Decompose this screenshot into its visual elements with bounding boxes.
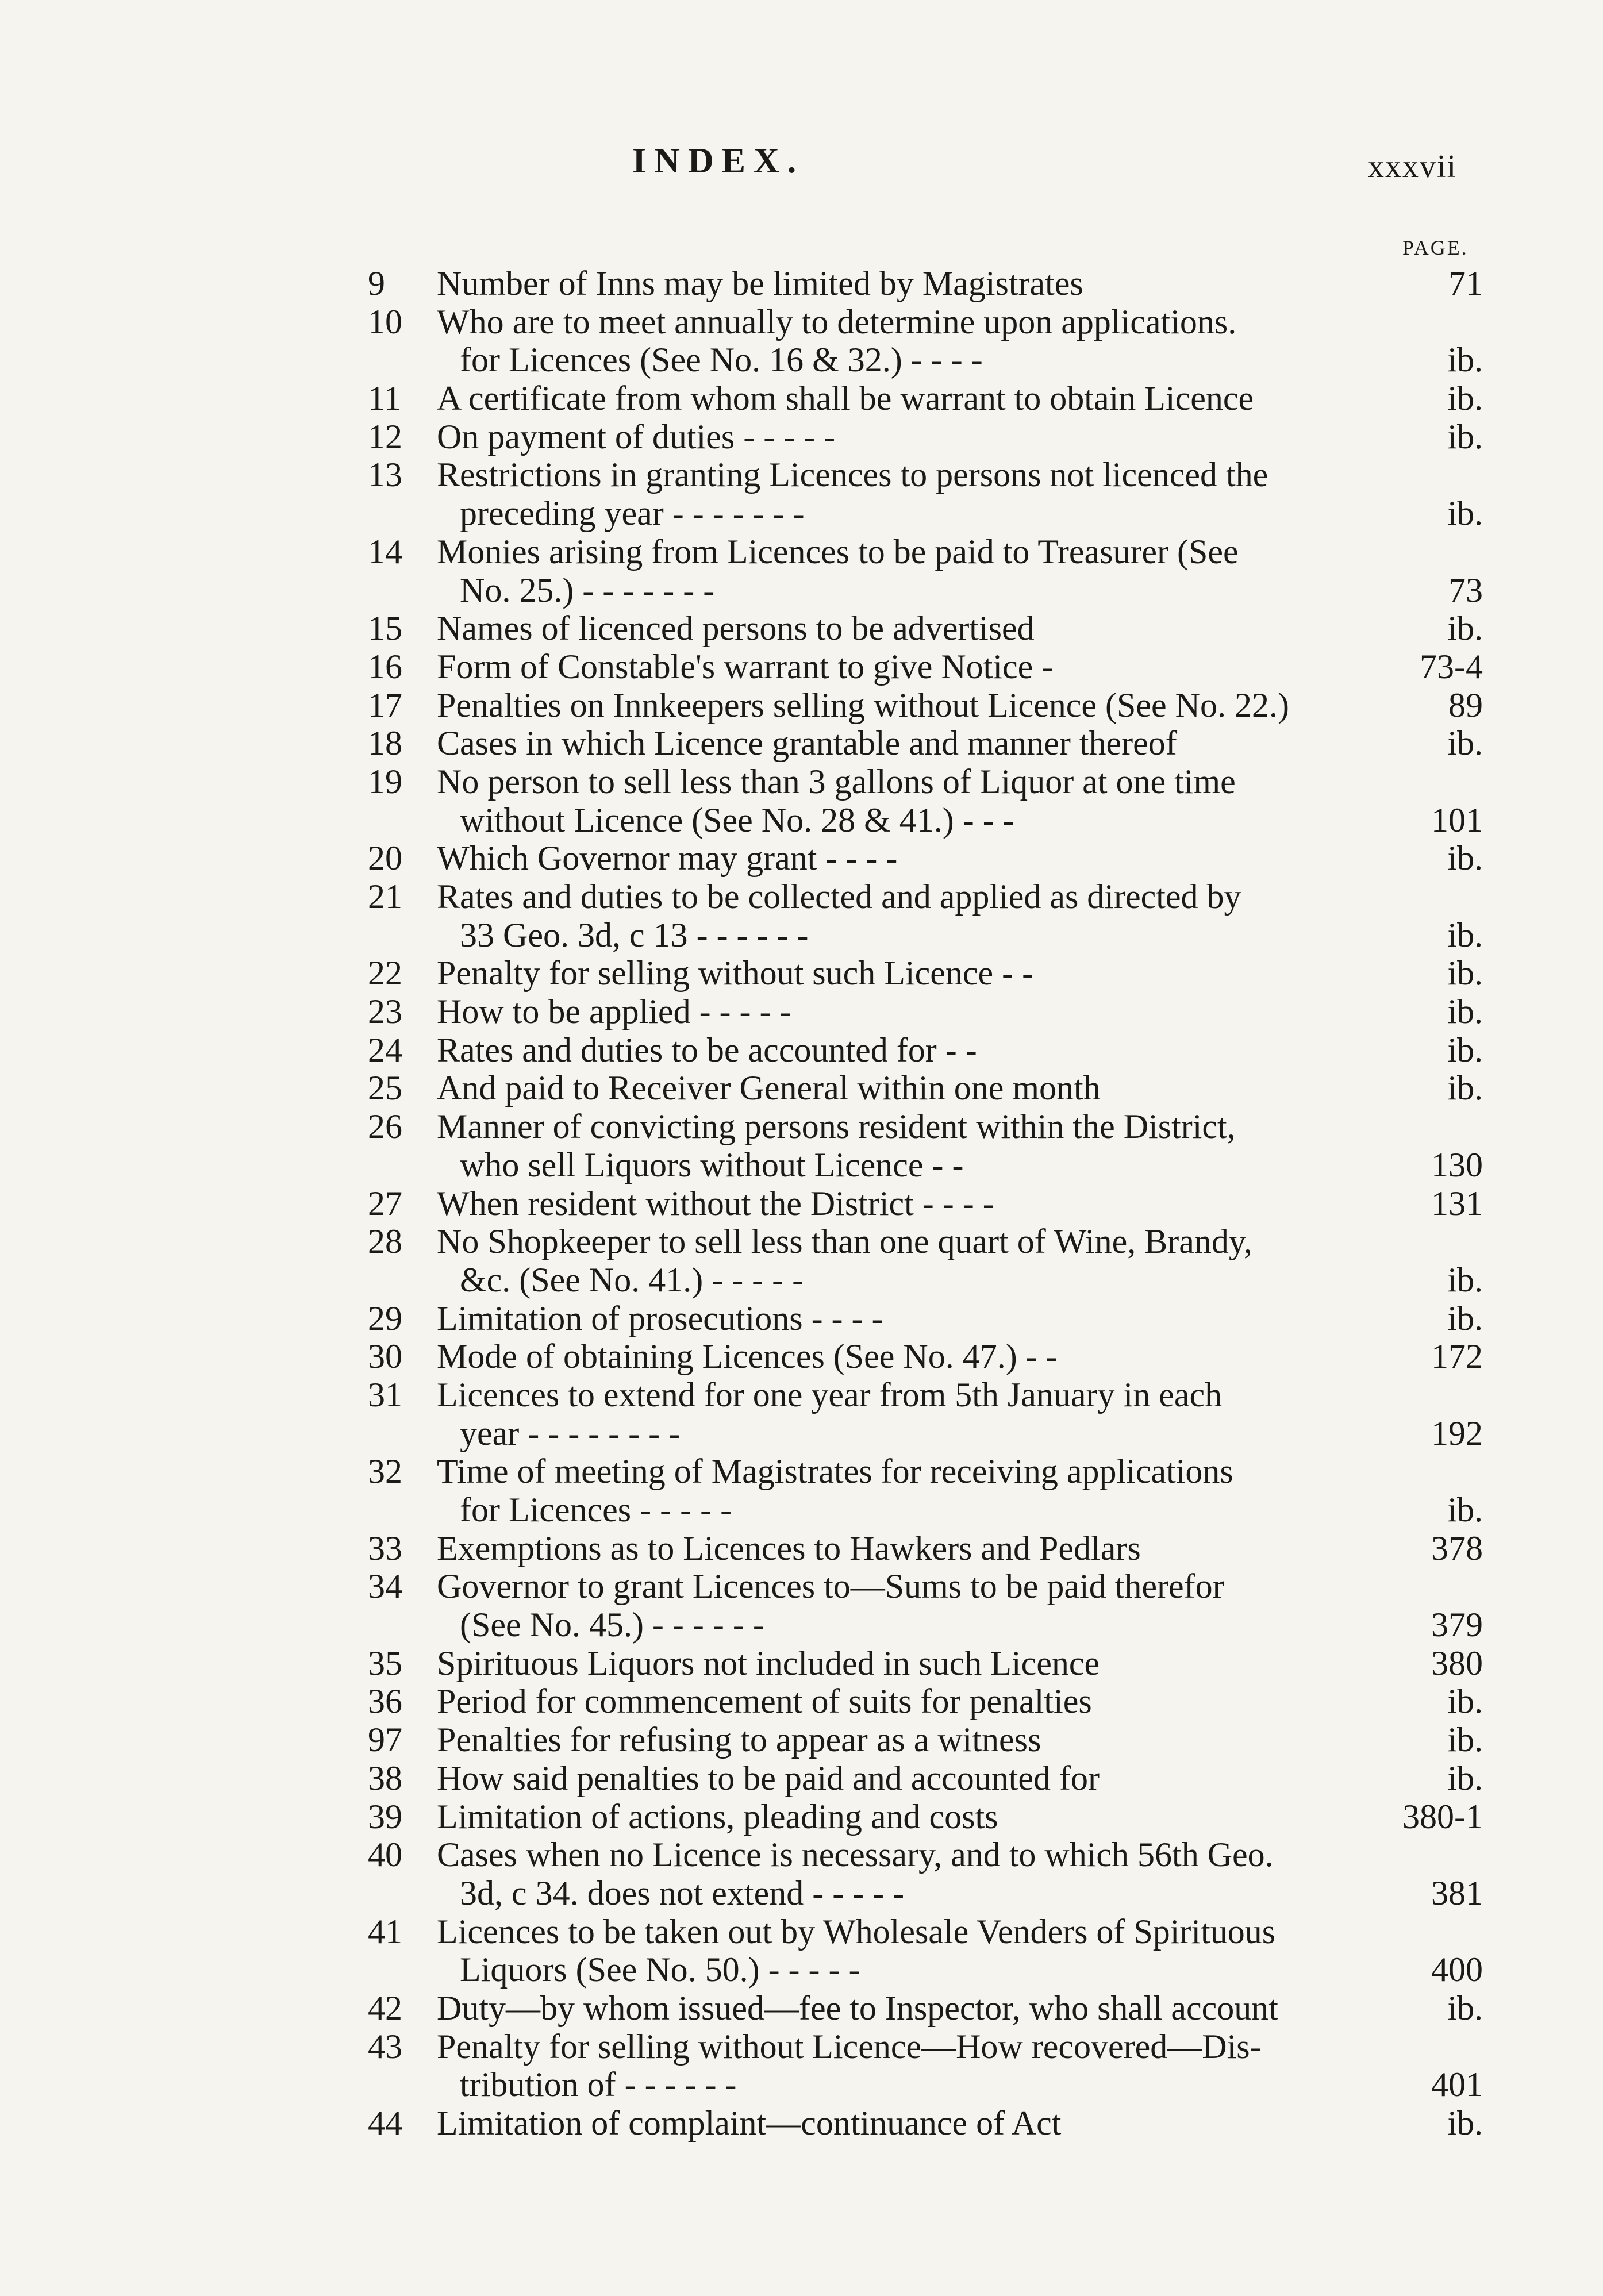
entry-number: 39 xyxy=(368,1797,402,1836)
entry-number: 10 xyxy=(368,302,402,341)
index-entry xyxy=(368,1644,1483,1683)
index-entry xyxy=(368,1721,1483,1759)
index-entry xyxy=(368,1376,1483,1414)
index-entry-continuation xyxy=(368,1491,1483,1529)
index-entry xyxy=(368,1452,1483,1491)
page-number: xxxvii xyxy=(1368,149,1458,184)
entry-page: 379 xyxy=(1431,1606,1483,1644)
entry-page: 73 xyxy=(1448,571,1483,609)
entry-page: 89 xyxy=(1448,686,1483,724)
entry-text: without Licence (See No. 28 & 41.) - - - xyxy=(460,801,1014,839)
index-entry xyxy=(368,954,1483,993)
entry-number: 42 xyxy=(368,1989,402,2027)
entry-text: Manner of convicting persons resident within the District, xyxy=(437,1107,1236,1146)
entry-number: 97 xyxy=(368,1721,402,1759)
entry-text: for Licences (See No. 16 & 32.) - - - - xyxy=(460,341,983,379)
entry-text: Liquors (See No. 50.) - - - - - xyxy=(460,1951,860,1989)
entry-text: How to be applied - - - - - xyxy=(437,993,791,1031)
entry-text: Limitation of actions, pleading and costs xyxy=(437,1797,998,1836)
entry-text: How said penalties to be paid and accounted for xyxy=(437,1759,1100,1797)
entry-number: 16 xyxy=(368,647,402,686)
index-entry-continuation xyxy=(368,1414,1483,1453)
index-entry xyxy=(368,1759,1483,1798)
index-entry xyxy=(368,1107,1483,1146)
index-entry xyxy=(368,648,1483,686)
index-entry-continuation xyxy=(368,494,1483,533)
entry-text: 3d, c 34. does not extend - - - - - xyxy=(460,1874,905,1912)
entry-text: Cases when no Licence is necessary, and to which 56th Geo. xyxy=(437,1836,1274,1874)
entry-number: 41 xyxy=(368,1912,402,1951)
entry-number: 18 xyxy=(368,724,402,763)
entry-page: ib. xyxy=(1447,417,1483,456)
entry-text: Exemptions as to Licences to Hawkers and Pedlars xyxy=(437,1529,1141,1567)
entry-text: (See No. 45.) - - - - - - xyxy=(460,1606,764,1644)
entry-page: 172 xyxy=(1431,1337,1483,1376)
entry-page: ib. xyxy=(1447,341,1483,379)
entry-number: 20 xyxy=(368,839,402,878)
index-entry-continuation xyxy=(368,571,1483,610)
entry-number: 34 xyxy=(368,1567,402,1606)
entry-text: And paid to Receiver General within one month xyxy=(437,1069,1101,1107)
index-entry xyxy=(368,1529,1483,1568)
entry-text: Licences to be taken out by Wholesale Venders of Spirituous xyxy=(437,1912,1276,1951)
entry-number: 43 xyxy=(368,2027,402,2066)
entry-number: 44 xyxy=(368,2104,402,2142)
entry-number: 30 xyxy=(368,1337,402,1376)
entry-number: 9 xyxy=(368,264,385,302)
entry-text: No person to sell less than 3 gallons of Liquor at one time xyxy=(437,762,1236,801)
index-entry xyxy=(368,1836,1483,1874)
entry-page: 380 xyxy=(1431,1644,1483,1682)
entry-number: 27 xyxy=(368,1184,402,1222)
index-entry-continuation xyxy=(368,2066,1483,2104)
entry-page: ib. xyxy=(1447,916,1483,954)
entry-page: 130 xyxy=(1431,1145,1483,1184)
entry-number: 24 xyxy=(368,1030,402,1069)
entry-page: ib. xyxy=(1447,1759,1483,1797)
entry-text: for Licences - - - - - xyxy=(460,1491,732,1529)
entry-text: Governor to grant Licences to—Sums to be paid therefor xyxy=(437,1567,1224,1606)
entry-page: ib. xyxy=(1447,494,1483,533)
entry-text: Spirituous Liquors not included in such Licence xyxy=(437,1644,1100,1682)
entry-page: 381 xyxy=(1431,1874,1483,1912)
index-entry-continuation xyxy=(368,801,1483,840)
index-entry xyxy=(368,1069,1483,1107)
entry-page: 71 xyxy=(1448,264,1483,302)
entry-page: 73-4 xyxy=(1420,647,1483,686)
entry-page: ib. xyxy=(1447,609,1483,648)
index-entry-continuation xyxy=(368,341,1483,379)
entry-number: 15 xyxy=(368,609,402,648)
entry-text: Penalty for selling without Licence—How recovered—Dis- xyxy=(437,2027,1262,2066)
entry-page: ib. xyxy=(1447,2104,1483,2142)
entry-number: 23 xyxy=(368,993,402,1031)
entry-text: preceding year - - - - - - - xyxy=(460,494,805,533)
entry-page: ib. xyxy=(1447,724,1483,763)
entry-number: 22 xyxy=(368,954,402,993)
entry-page: 192 xyxy=(1431,1414,1483,1452)
entry-page: 380-1 xyxy=(1402,1797,1483,1836)
entry-page: ib. xyxy=(1447,1491,1483,1529)
index-entry-continuation xyxy=(368,1606,1483,1644)
index-entry xyxy=(368,533,1483,571)
index-entry xyxy=(368,1337,1483,1376)
entry-text: Cases in which Licence grantable and manner thereof xyxy=(437,724,1177,763)
index-entry-continuation xyxy=(368,1874,1483,1913)
entry-text: Number of Inns may be limited by Magistrates xyxy=(437,264,1083,302)
index-entry xyxy=(368,2104,1483,2143)
entry-page: ib. xyxy=(1447,1069,1483,1107)
entry-text: On payment of duties - - - - - xyxy=(437,417,836,456)
entry-text: Restrictions in granting Licences to persons not licenced the xyxy=(437,456,1268,494)
entry-text: Licences to extend for one year from 5th January in each xyxy=(437,1375,1223,1414)
entry-text: When resident without the District - - - - xyxy=(437,1184,994,1222)
index-entry xyxy=(368,839,1483,878)
entry-text: tribution of - - - - - - xyxy=(460,2066,737,2104)
page-title: INDEX. xyxy=(632,141,805,180)
entry-number: 26 xyxy=(368,1107,402,1146)
entry-page: 131 xyxy=(1431,1184,1483,1222)
entry-text: year - - - - - - - - xyxy=(460,1414,681,1452)
index-entry xyxy=(368,1989,1483,2028)
entry-number: 11 xyxy=(368,379,401,418)
index-entry xyxy=(368,456,1483,494)
entry-text: 33 Geo. 3d, c 13 - - - - - - xyxy=(460,916,809,954)
entry-number: 36 xyxy=(368,1682,402,1721)
index-entry-continuation xyxy=(368,916,1483,955)
entry-text: Penalties on Innkeepers selling without Licence (See No. 22.) xyxy=(437,686,1289,724)
entry-page: ib. xyxy=(1447,993,1483,1031)
index-entry xyxy=(368,2028,1483,2066)
index-entry xyxy=(368,878,1483,916)
entry-number: 35 xyxy=(368,1644,402,1682)
index-entry-continuation xyxy=(368,1146,1483,1184)
entry-page: ib. xyxy=(1447,1260,1483,1299)
entry-text: Time of meeting of Magistrates for receiving applications xyxy=(437,1452,1233,1491)
index-entry xyxy=(368,686,1483,725)
entry-number: 25 xyxy=(368,1069,402,1107)
entry-text: Penalty for selling without such Licence - - xyxy=(437,954,1034,993)
index-entry xyxy=(368,1184,1483,1223)
entry-number: 31 xyxy=(368,1375,402,1414)
entry-number: 33 xyxy=(368,1529,402,1567)
entry-page: ib. xyxy=(1447,1299,1483,1337)
entry-page: ib. xyxy=(1447,839,1483,878)
index-entry xyxy=(368,763,1483,801)
index-entry xyxy=(368,1222,1483,1261)
entry-number: 21 xyxy=(368,878,402,916)
index-entry xyxy=(368,1567,1483,1606)
entry-text: Limitation of prosecutions - - - - xyxy=(437,1299,883,1337)
entry-page: 101 xyxy=(1431,801,1483,839)
entry-page: 378 xyxy=(1431,1529,1483,1567)
entry-number: 40 xyxy=(368,1836,402,1874)
entry-number: 17 xyxy=(368,686,402,724)
entry-text: Mode of obtaining Licences (See No. 47.) - - xyxy=(437,1337,1058,1376)
index-entry xyxy=(368,1031,1483,1070)
index-entry-continuation xyxy=(368,1951,1483,1989)
index-entry xyxy=(368,1798,1483,1836)
entry-number: 28 xyxy=(368,1222,402,1261)
entry-text: Period for commencement of suits for penalties xyxy=(437,1682,1092,1721)
entry-text: Duty—by whom issued—fee to Inspector, who shall account xyxy=(437,1989,1278,2027)
entry-number: 14 xyxy=(368,532,402,571)
entry-text: &c. (See No. 41.) - - - - - xyxy=(460,1260,804,1299)
entry-text: Which Governor may grant - - - - xyxy=(437,839,898,878)
entry-number: 29 xyxy=(368,1299,402,1337)
entry-text: Names of licenced persons to be advertised xyxy=(437,609,1035,648)
index-entry xyxy=(368,379,1483,418)
entry-text: Rates and duties to be accounted for - - xyxy=(437,1030,977,1069)
index-entry xyxy=(368,609,1483,648)
entry-text: who sell Liquors without Licence - - xyxy=(460,1145,964,1184)
entry-text: Monies arising from Licences to be paid to Treasurer (See xyxy=(437,532,1239,571)
index-entry xyxy=(368,1913,1483,1951)
entry-text: Form of Constable's warrant to give Notice - xyxy=(437,647,1054,686)
entry-number: 19 xyxy=(368,762,402,801)
entry-page: 401 xyxy=(1431,2066,1483,2104)
entry-text: No Shopkeeper to sell less than one quart of Wine, Brandy, xyxy=(437,1222,1252,1261)
entry-number: 13 xyxy=(368,456,402,494)
index-entry xyxy=(368,1682,1483,1721)
entry-page: ib. xyxy=(1447,1682,1483,1721)
index-entries xyxy=(368,264,1483,2143)
entry-number: 12 xyxy=(368,417,402,456)
entry-text: No. 25.) - - - - - - - xyxy=(460,571,715,609)
index-entry xyxy=(368,264,1483,303)
entry-text: Rates and duties to be collected and applied as directed by xyxy=(437,878,1241,916)
entry-page: ib. xyxy=(1447,954,1483,993)
entry-page: ib. xyxy=(1447,1721,1483,1759)
index-entry xyxy=(368,993,1483,1031)
index-entry xyxy=(368,724,1483,763)
index-entry xyxy=(368,418,1483,456)
entry-text: A certificate from whom shall be warrant to obtain Licence xyxy=(437,379,1254,418)
entry-page: 400 xyxy=(1431,1951,1483,1989)
index-entry xyxy=(368,303,1483,341)
entry-text: Penalties for refusing to appear as a witness xyxy=(437,1721,1041,1759)
page-column-heading: PAGE. xyxy=(1402,236,1469,259)
index-entry-continuation xyxy=(368,1261,1483,1299)
entry-page: ib. xyxy=(1447,1989,1483,2027)
entry-page: ib. xyxy=(1447,379,1483,418)
entry-text: Limitation of complaint—continuance of Act xyxy=(437,2104,1062,2142)
index-entry xyxy=(368,1299,1483,1338)
entry-text: Who are to meet annually to determine upon applications. xyxy=(437,302,1237,341)
entry-number: 38 xyxy=(368,1759,402,1797)
entry-page: ib. xyxy=(1447,1030,1483,1069)
entry-number: 32 xyxy=(368,1452,402,1491)
